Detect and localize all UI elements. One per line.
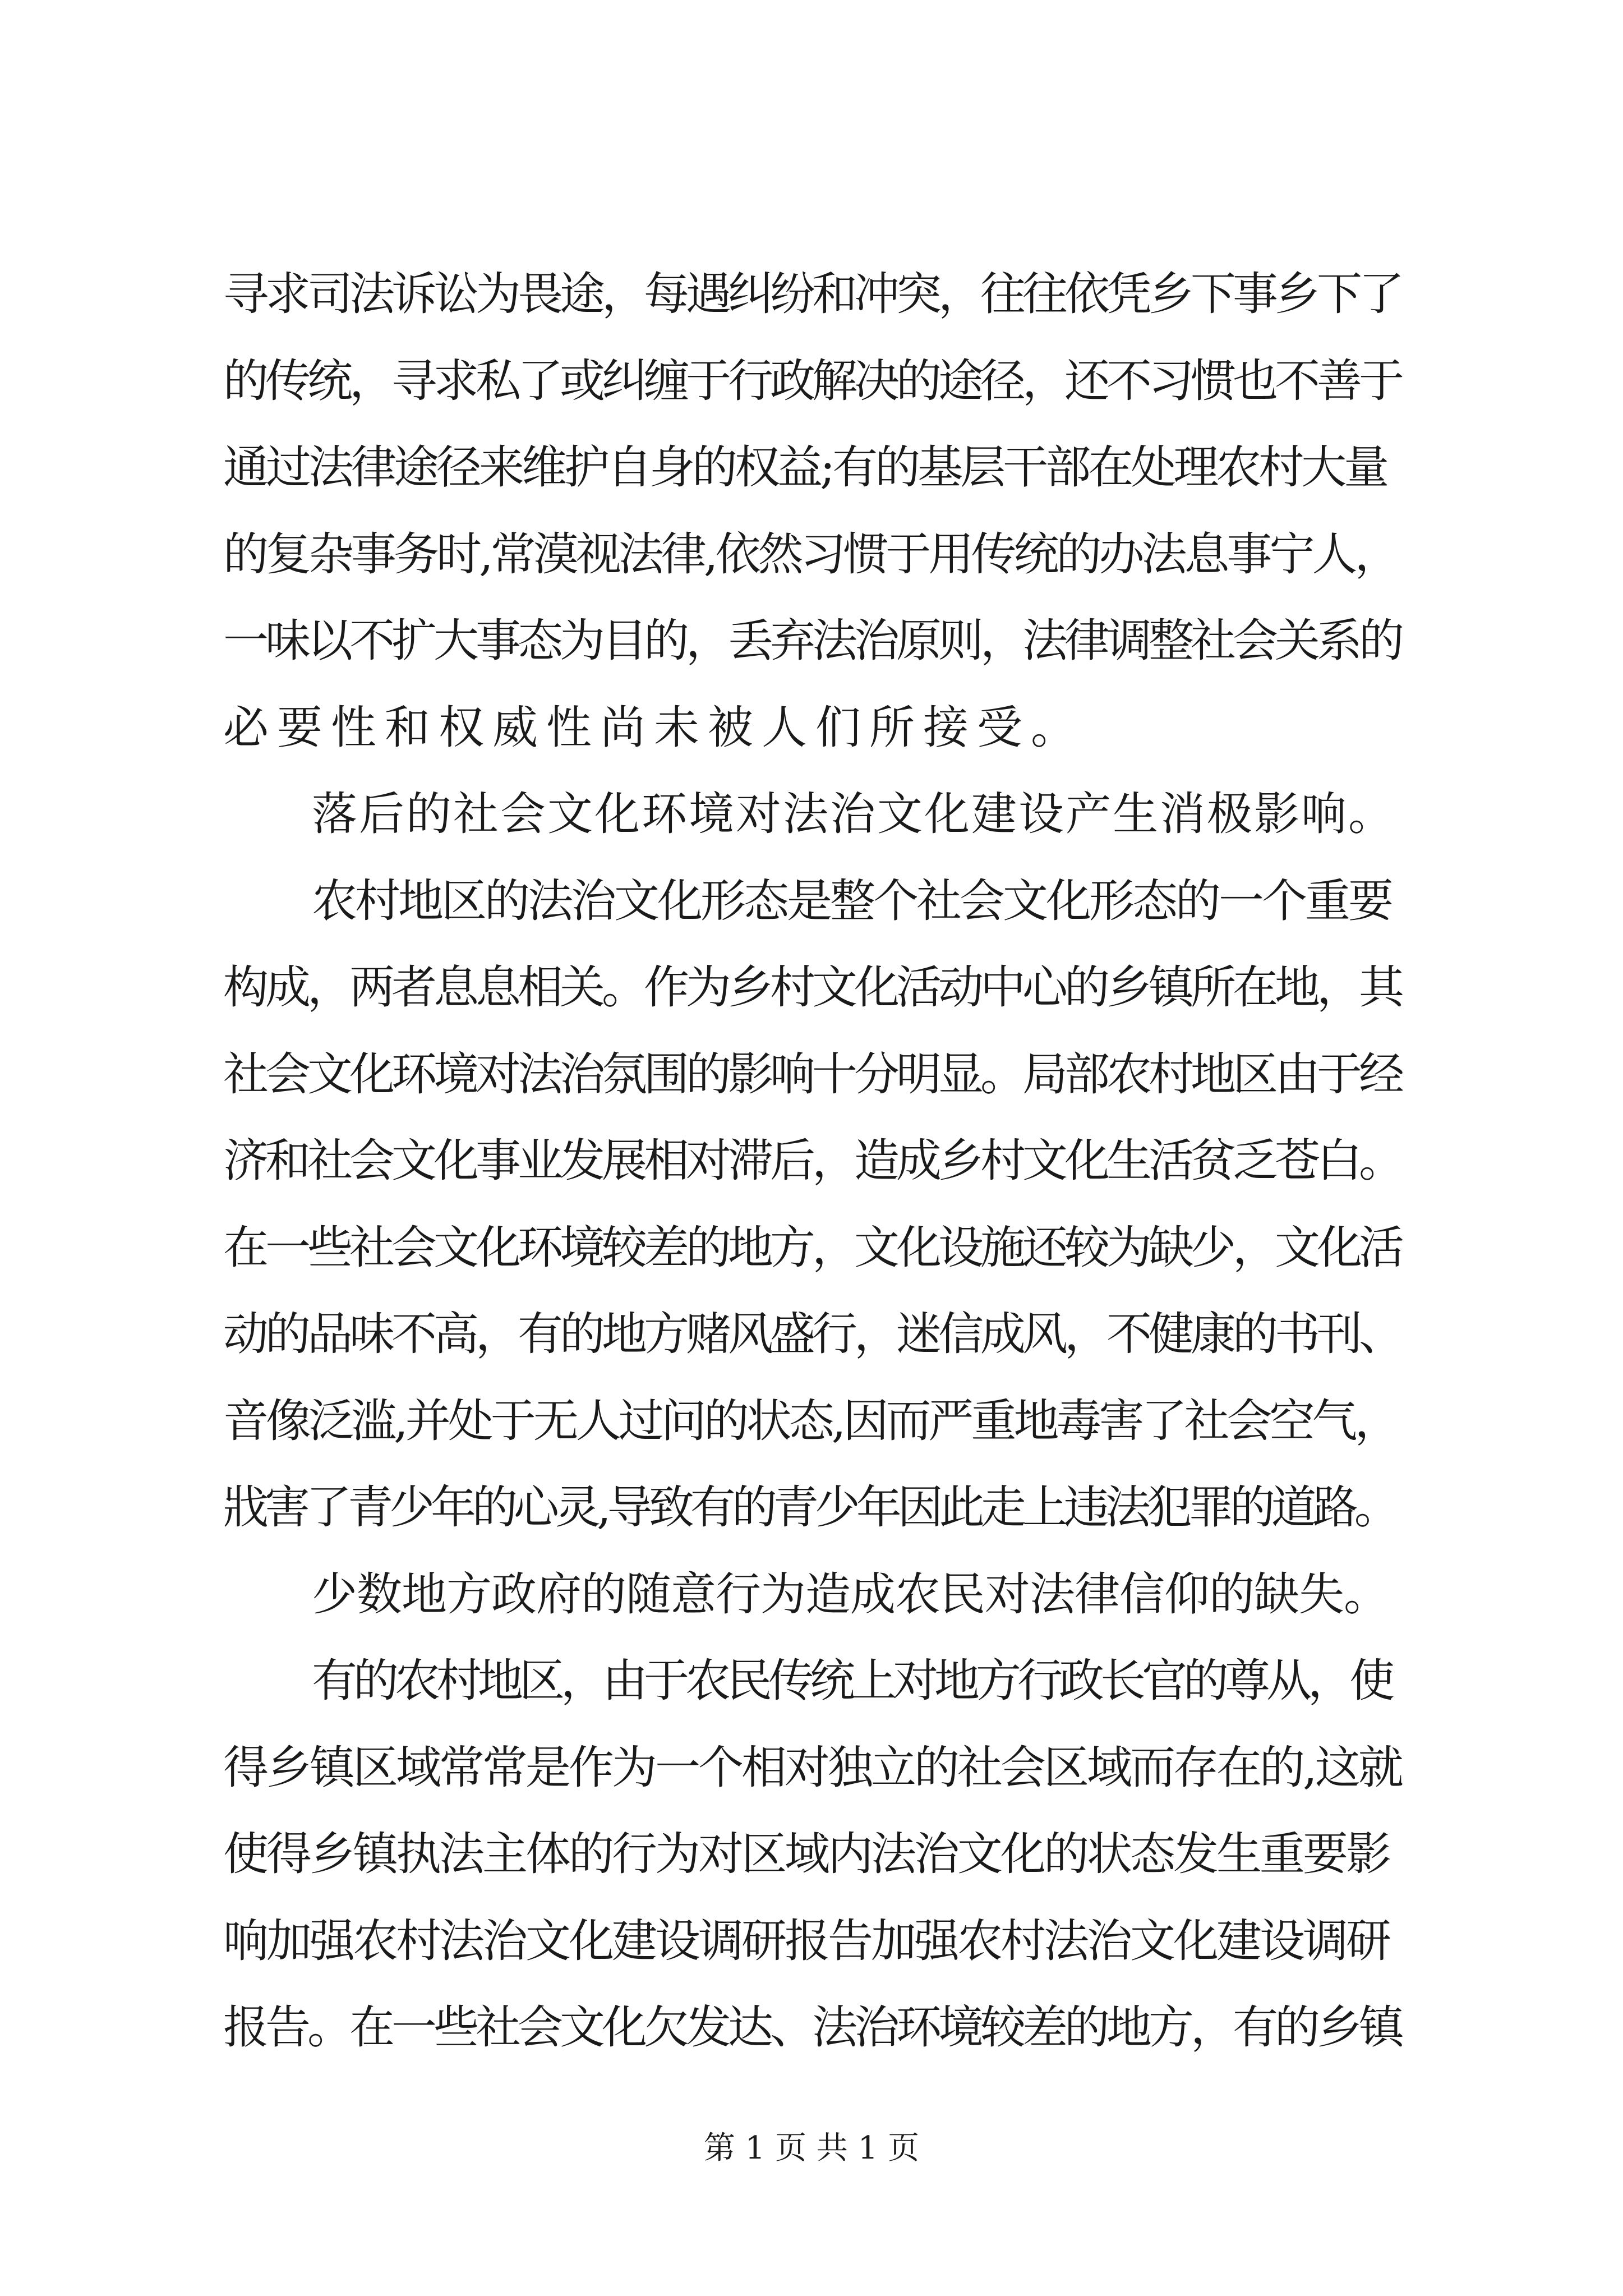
text-line-2: 的传统，寻求私了或纠缠于行政解决的途径，还不习惯也不善于 <box>223 355 1401 408</box>
text-line-20: 响加强农村法治文化建设调研报告加强农村法治文化建设调研 <box>223 1915 1390 1968</box>
text-line-12: 在一些社会文化环境较差的地方，文化设施还较为缺少，文化活 <box>223 1222 1401 1274</box>
page-footer: 第 1 页 共 1 页 <box>703 2130 920 2166</box>
text-line-15: 戕害了青少年的心灵,导致有的青少年因此走上违法犯罪的道路。 <box>223 1481 1396 1534</box>
text-line-21: 报告。在一些社会文化欠发达、法治环境较差的地方，有的乡镇 <box>223 2001 1401 2054</box>
text-line-9: 构成，两者息息相关。作为乡村文化活动中心的乡镇所在地，其 <box>223 961 1401 1014</box>
text-line-14: 音像泛滥,并处于无人过问的状态,因而严重地毒害了社会空气， <box>223 1395 1398 1448</box>
text-line-11: 济和社会文化事业发展相对滞后，造成乡村文化生活贫乏苍白。 <box>223 1135 1401 1188</box>
text-line-3: 通过法律途径来维护自身的权益;有的基层干部在处理农村大量 <box>223 441 1387 494</box>
text-line-8: 农村地区的法治文化形态是整个社会文化形态的一个重要 <box>312 875 1392 928</box>
text-line-5: 一味以不扩大事态为目的，丢弃法治原则，法律调整社会关系的 <box>223 615 1401 668</box>
text-line-13: 动的品味不高，有的地方赌风盛行，迷信成风，不健康的书刊、 <box>223 1308 1401 1361</box>
paragraph-heading-2: 少数地方政府的随意行为造成农民对法律信仰的缺失。 <box>312 1568 1389 1621</box>
text-line-1: 寻求司法诉讼为畏途，每遇纠纷和冲突，往往依凭乡下事乡下了 <box>223 268 1401 321</box>
text-line-18: 得乡镇区域常常是作为一个相对独立的社会区域而存在的,这就 <box>223 1742 1401 1795</box>
text-line-17: 有的农村地区，由于农民传统上对地方行政长官的尊从，使 <box>312 1655 1391 1708</box>
text-line-4: 的复杂事务时,常漠视法律,依然习惯于用传统的办法息事宁人， <box>223 528 1398 581</box>
text-line-10: 社会文化环境对法治氛围的影响十分明显。局部农村地区由于经 <box>223 1048 1401 1101</box>
paragraph-heading-1: 落后的社会文化环境对法治文化建设产生消极影响。 <box>312 788 1396 841</box>
text-line-6: 必要性和权威性尚未被人们所接受。 <box>223 702 1085 754</box>
text-line-19: 使得乡镇执法主体的行为对区域内法治文化的状态发生重要影 <box>223 1828 1390 1881</box>
